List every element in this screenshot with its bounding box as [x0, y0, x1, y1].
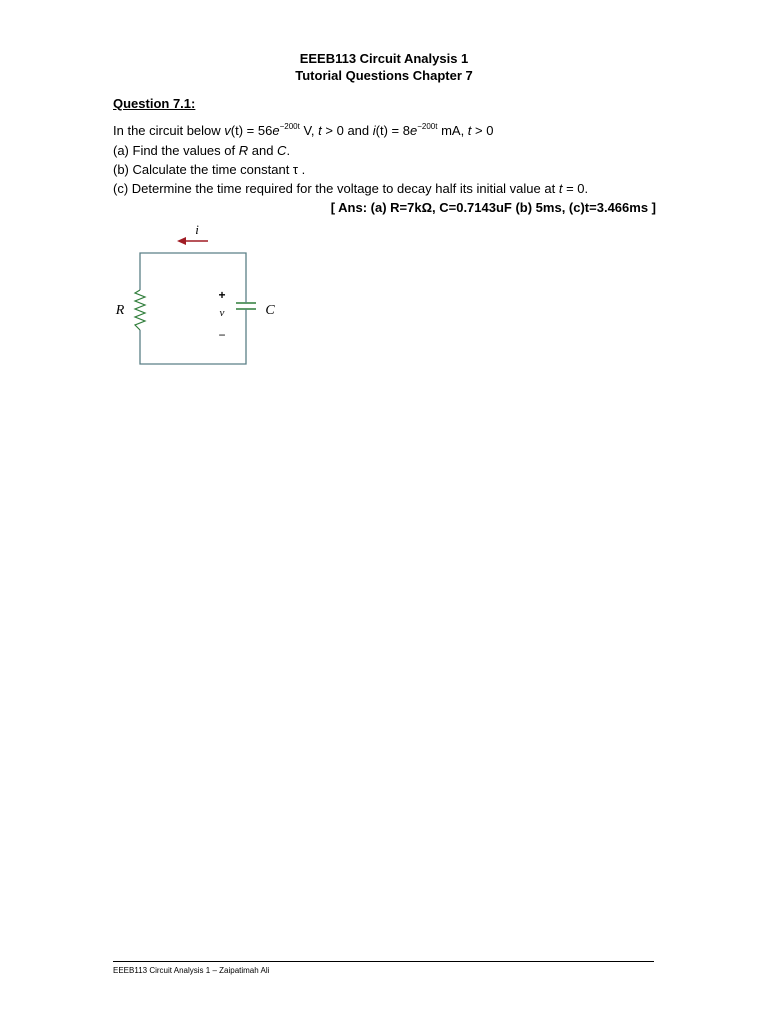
- part-c-prefix: (c) Determine the time required for the voltage to decay half its initial value at: [113, 181, 559, 196]
- voltage-label: v: [219, 307, 225, 319]
- part-c-t: t: [558, 181, 563, 196]
- question-intro: [113, 122, 493, 140]
- i-unit: mA,: [437, 123, 468, 138]
- circuit-wire-left-bottom: [140, 314, 246, 364]
- i-variable: i: [372, 123, 376, 138]
- condition-1: > 0 and: [321, 123, 373, 138]
- document-subtitle: Tutorial Questions Chapter 7: [295, 68, 473, 83]
- part-a-prefix: (a) Find the values of: [113, 143, 239, 158]
- condition-2: > 0: [471, 123, 494, 138]
- v-exponent: −200t: [279, 122, 300, 131]
- footer-divider: [113, 961, 654, 962]
- footer-text: EEEB113 Circuit Analysis 1 – Zaipatimah Ali: [113, 966, 270, 975]
- question-heading: Question 7.1:: [113, 96, 196, 111]
- resistor-label: R: [115, 303, 125, 318]
- i-exp-base: e: [409, 123, 418, 138]
- part-a-r: R: [238, 143, 249, 158]
- part-a-suffix: .: [286, 143, 291, 158]
- answer-line: [ Ans: (a) R=7kΩ, C=0.7143uF (b) 5ms, (c)t=3.466ms ]: [330, 200, 656, 215]
- part-a: [113, 142, 290, 160]
- i-equals: = 8: [387, 123, 410, 138]
- t-variable-2: t: [467, 123, 472, 138]
- current-label: i: [195, 222, 199, 237]
- minus-sign: −: [218, 328, 226, 342]
- document-title: EEEB113 Circuit Analysis 1: [299, 51, 469, 66]
- i-arg: (t): [375, 123, 388, 138]
- v-equals: = 56: [243, 123, 273, 138]
- part-c: [113, 180, 588, 198]
- t-variable-1: t: [318, 123, 322, 138]
- v-variable: v: [224, 123, 231, 138]
- i-exponent: −200t: [417, 122, 438, 131]
- circuit-wire-left-top: [140, 253, 246, 299]
- part-a-c: C: [277, 143, 287, 158]
- v-unit: V,: [299, 123, 319, 138]
- part-c-suffix: = 0.: [562, 181, 589, 196]
- plus-sign: +: [218, 288, 226, 302]
- current-arrow-head: [177, 237, 186, 245]
- v-exp-base: e: [272, 123, 280, 138]
- capacitor-label: C: [265, 303, 275, 318]
- part-a-and: and: [248, 143, 278, 158]
- intro-prefix: In the circuit below: [113, 123, 225, 138]
- resistor-symbol: [135, 290, 145, 330]
- v-arg: (t): [230, 123, 244, 138]
- part-b: (b) Calculate the time constant τ .: [113, 162, 306, 177]
- rc-circuit-diagram: [105, 218, 285, 378]
